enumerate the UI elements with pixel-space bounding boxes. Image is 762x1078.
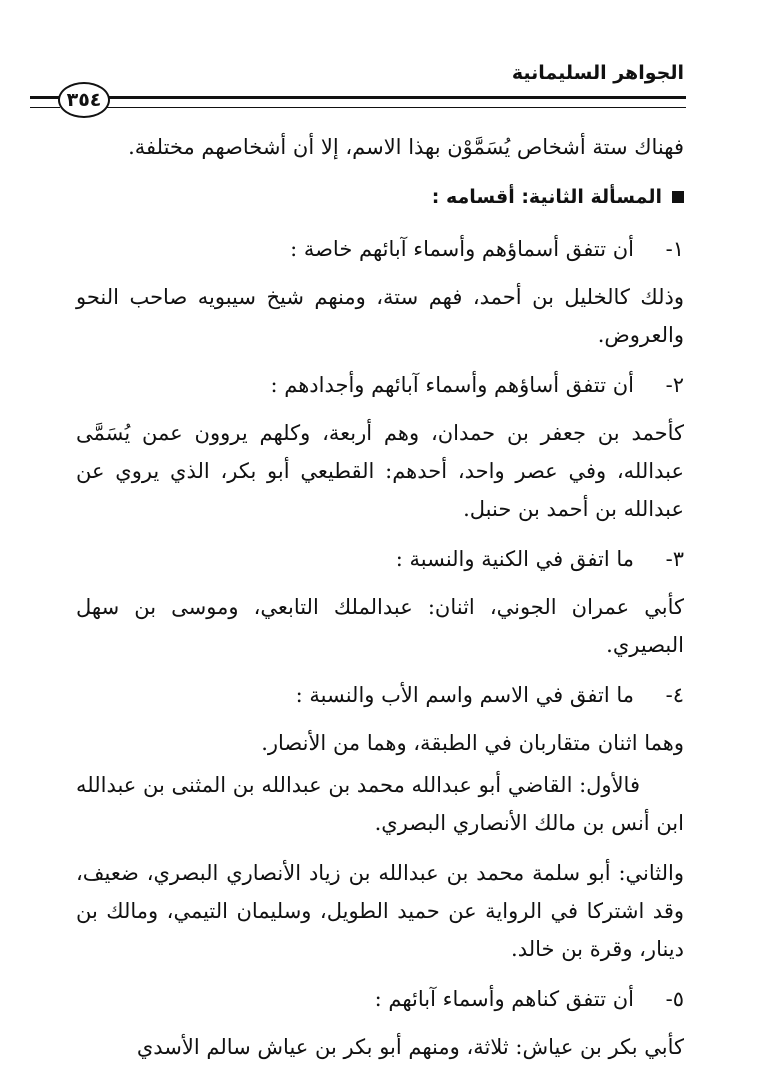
item-heading: أن تتفق كناهم وأسماء آبائهم :	[374, 987, 634, 1011]
list-item	[76, 230, 684, 268]
item-heading: ما اتفق في الكنية والنسبة :	[395, 547, 634, 571]
item-paragraph: كأبي بكر بن عياش: ثلاثة، ومنهم أبو بكر بن عياش سالم الأسدي	[136, 1035, 684, 1059]
page-body	[76, 128, 684, 1078]
item-paragraph: كأبي عمران الجوني، اثنان: عبدالملك التابعي، وموسى بن سهل البصيري.	[76, 595, 684, 657]
list-item	[76, 980, 684, 1018]
item-number: ١-	[665, 237, 684, 261]
item-number: ٤-	[665, 683, 684, 707]
item-heading: ما اتفق في الاسم واسم الأب والنسبة :	[295, 683, 634, 707]
item-heading: أن تتفق أسماؤهم وأسماء آبائهم خاصة :	[290, 237, 634, 261]
item-number: ٣-	[665, 547, 684, 571]
item-paragraph: وذلك كالخليل بن أحمد، فهم ستة، ومنهم شيخ سيبويه صاحب النحو والعروض.	[76, 285, 684, 347]
item-number: ٢-	[665, 373, 684, 397]
item-paragraph-second: والثاني: أبو سلمة محمد بن عبدالله بن زياد الأنصاري البصري، ضعيف، وقد اشتركا في الرواية عن حميد الطويل، وسليمان التيمي، ومالك بن دينار، وقرة بن خالد.	[76, 861, 684, 961]
list-item	[76, 676, 684, 714]
page-number: ٣٥٤	[58, 82, 110, 118]
item-number: ٥-	[665, 987, 684, 1011]
section-heading	[76, 178, 684, 216]
item-paragraph: وهما اثنان متقاربان في الطبقة، وهما من الأنصار.	[261, 731, 684, 755]
intro-paragraph: فهناك ستة أشخاص يُسَمَّوْن بهذا الاسم، إلا أن أشخاصهم مختلفة.	[128, 135, 684, 159]
section-heading-text: المسألة الثانية: أقسامه :	[431, 186, 662, 208]
running-header-title: الجواهر السليمانية	[511, 62, 684, 84]
list-item	[76, 540, 684, 578]
item-paragraph-first: فالأول: القاضي أبو عبدالله محمد بن عبدالله بن المثنى بن عبدالله ابن أنس بن مالك الأنصاري البصري.	[76, 773, 684, 835]
item-heading: أن تتفق أساؤهم وأسماء آبائهم وأجدادهم :	[270, 373, 634, 397]
header-rule	[104, 96, 686, 108]
item-paragraph: كأحمد بن جعفر بن حمدان، وهم أربعة، وكلهم يروون عمن يُسَمَّى عبدالله، وفي عصر واحد، أحدهم: القطيعي أبو بكر، الذي يروي عن عبدالله بن أحمد بن حنبل.	[76, 421, 684, 521]
square-bullet-icon	[672, 191, 684, 203]
list-item	[76, 366, 684, 404]
header-rule-left	[30, 96, 60, 108]
